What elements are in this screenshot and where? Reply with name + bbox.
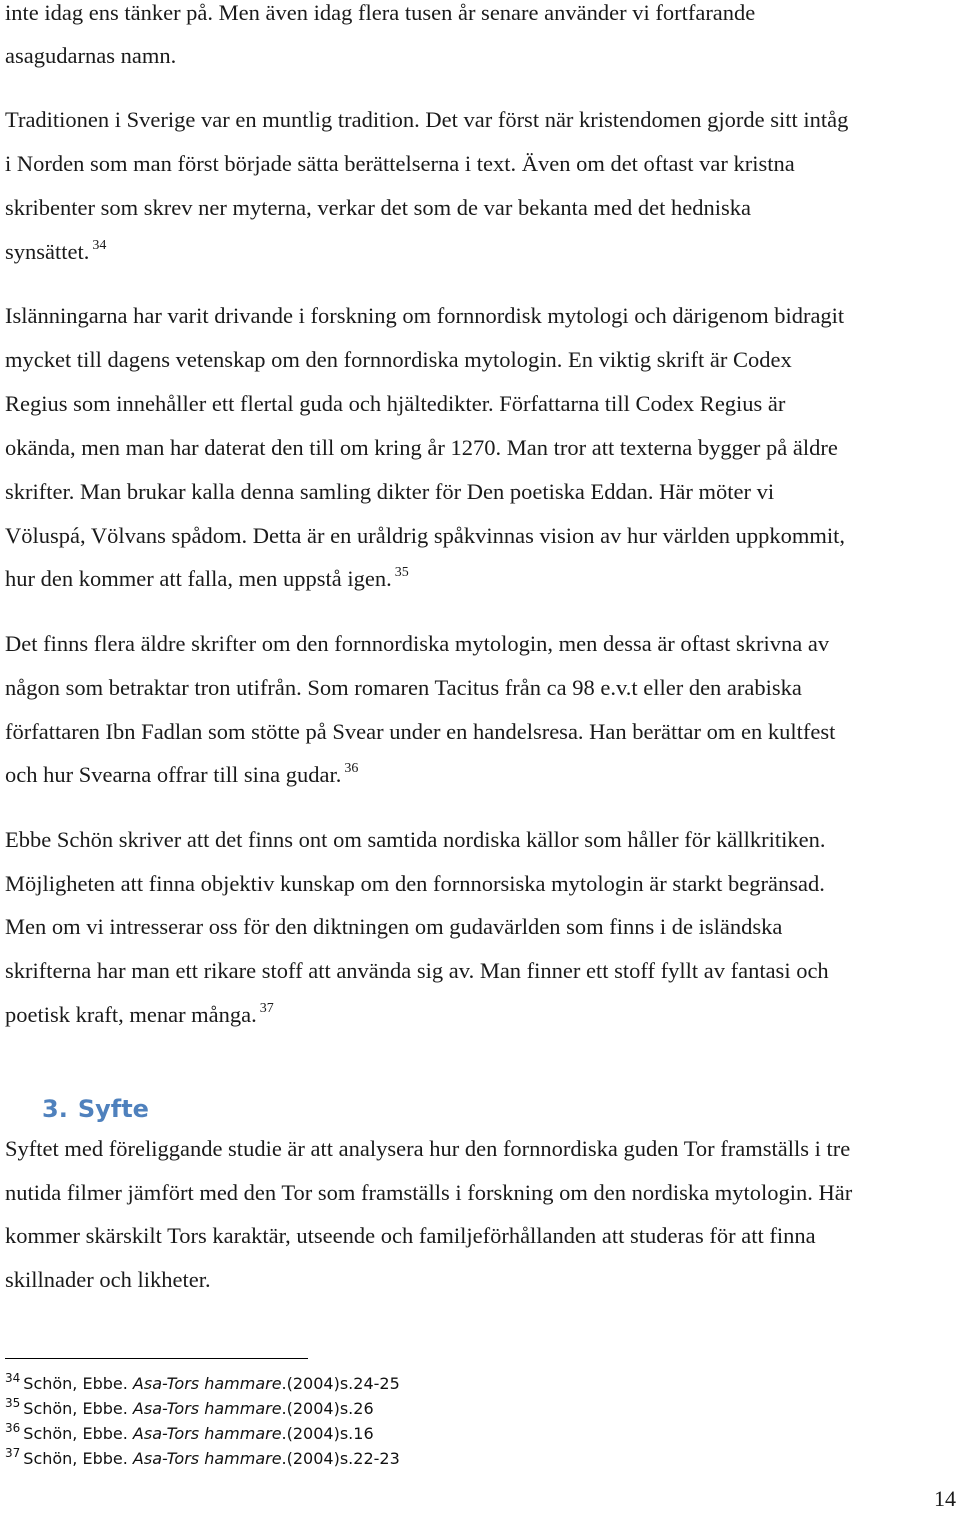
footnote-ref-34[interactable]: 34 (92, 238, 107, 253)
body-line-with-ref (5, 1002, 274, 1028)
footnote-number: 37 (5, 1446, 21, 1460)
line-text: synsättet. (5, 239, 90, 264)
body-line: skillnader och likheter. (5, 1267, 211, 1292)
body-line: inte idag ens tänker på. Men även idag flera tusen år senare använder vi fortfarande (5, 0, 756, 25)
body-line: någon som betraktar tron utifrån. Som romaren Tacitus från ca 98 e.v.t eller den arabiska (5, 675, 802, 700)
footnote-author: Schön, Ebbe. (23, 1449, 128, 1468)
body-line: i Norden som man först började sätta berättelserna i text. Även om det oftast var kristna (5, 151, 795, 176)
footnote-details: .(2004)s.22-23 (281, 1449, 400, 1468)
body-line: författaren Ibn Fadlan som stötte på Svear under en handelsresa. Han berättar om en kultfest (5, 719, 836, 744)
footnote-details: .(2004)s.24-25 (281, 1374, 400, 1393)
footnote-title: Asa-Tors hammare (132, 1374, 282, 1393)
footnote-ref-37[interactable]: 37 (259, 1001, 274, 1016)
footnote-details: .(2004)s.26 (281, 1399, 374, 1418)
footnote-author: Schön, Ebbe. (23, 1399, 128, 1418)
body-line: Det finns flera äldre skrifter om den fornnordiska mytologin, men dessa är oftast skrivna av (5, 631, 830, 656)
body-line: skrifterna har man ett rikare stoff att använda sig av. Man finner ett stoff fyllt av fantasi och (5, 958, 829, 983)
body-line-with-ref (5, 762, 358, 788)
body-line: Islänningarna har varit drivande i forskning om fornnordisk mytologi och därigenom bidragit (5, 303, 845, 328)
body-line: skribenter som skrev ner myterna, verkar det som de var bekanta med det hedniska (5, 195, 751, 220)
body-line: skrifter. Man brukar kalla denna samling dikter för Den poetiska Eddan. Här möter vi (5, 479, 775, 504)
footnote-separator (5, 1358, 308, 1359)
body-line-with-ref (5, 239, 106, 265)
footnote-number: 35 (5, 1396, 21, 1410)
section-heading (42, 1094, 149, 1124)
footnote-35 (5, 1396, 374, 1420)
footnote-title: Asa-Tors hammare (132, 1424, 282, 1443)
line-text: och hur Svearna offrar till sina gudar. (5, 762, 342, 787)
footnote-34 (5, 1371, 400, 1395)
body-line: nutida filmer jämfört med den Tor som framställs i forskning om den nordiska mytologin. Här (5, 1180, 853, 1205)
line-text: hur den kommer att falla, men uppstå igen. (5, 566, 392, 591)
footnote-number: 36 (5, 1421, 21, 1435)
footnote-author: Schön, Ebbe. (23, 1424, 128, 1443)
page-number: 14 (934, 1486, 956, 1511)
body-line: mycket till dagens vetenskap om den fornnordiska mytologin. En viktig skrift är Codex (5, 347, 792, 372)
section-number: 3. (42, 1095, 68, 1123)
footnote-number: 34 (5, 1371, 21, 1385)
section-title: Syfte (77, 1095, 149, 1123)
body-line: Völuspá, Völvans spådom. Detta är en uråldrig spåkvinnas vision av hur världen uppkommit, (5, 523, 846, 548)
body-line: Regius som innehåller ett flertal guda och hjältedikter. Författarna till Codex Regius är (5, 391, 786, 416)
line-text: poetisk kraft, menar många. (5, 1002, 257, 1027)
footnote-title: Asa-Tors hammare (132, 1449, 282, 1468)
body-line: Syftet med föreliggande studie är att analysera hur den fornnordiska guden Tor framställs i tre (5, 1136, 851, 1161)
body-line: Traditionen i Sverige var en muntlig tradition. Det var först när kristendomen gjorde sitt intåg (5, 107, 849, 132)
footnote-ref-36[interactable]: 36 (344, 761, 359, 776)
footnote-title: Asa-Tors hammare (132, 1399, 282, 1418)
body-line: Men om vi intresserar oss för den diktningen om gudavärlden som finns i de isländska (5, 914, 783, 939)
footnote-author: Schön, Ebbe. (23, 1374, 128, 1393)
body-line-with-ref (5, 566, 409, 592)
footnote-36 (5, 1421, 374, 1445)
body-line: Möjligheten att finna objektiv kunskap om den fornnorsiska mytologin är starkt begränsad. (5, 871, 825, 896)
footnote-37 (5, 1446, 400, 1470)
body-line: okända, men man har daterat den till om kring år 1270. Man tror att texterna bygger på äldre (5, 435, 838, 460)
footnote-ref-35[interactable]: 35 (394, 565, 409, 580)
footnote-details: .(2004)s.16 (281, 1424, 374, 1443)
body-line: kommer skärskilt Tors karaktär, utseende och familjeförhållanden att studeras för att finna (5, 1223, 816, 1248)
body-line: asagudarnas namn. (5, 43, 177, 68)
body-line: Ebbe Schön skriver att det finns ont om samtida nordiska källor som håller för källkritiken. (5, 827, 826, 852)
